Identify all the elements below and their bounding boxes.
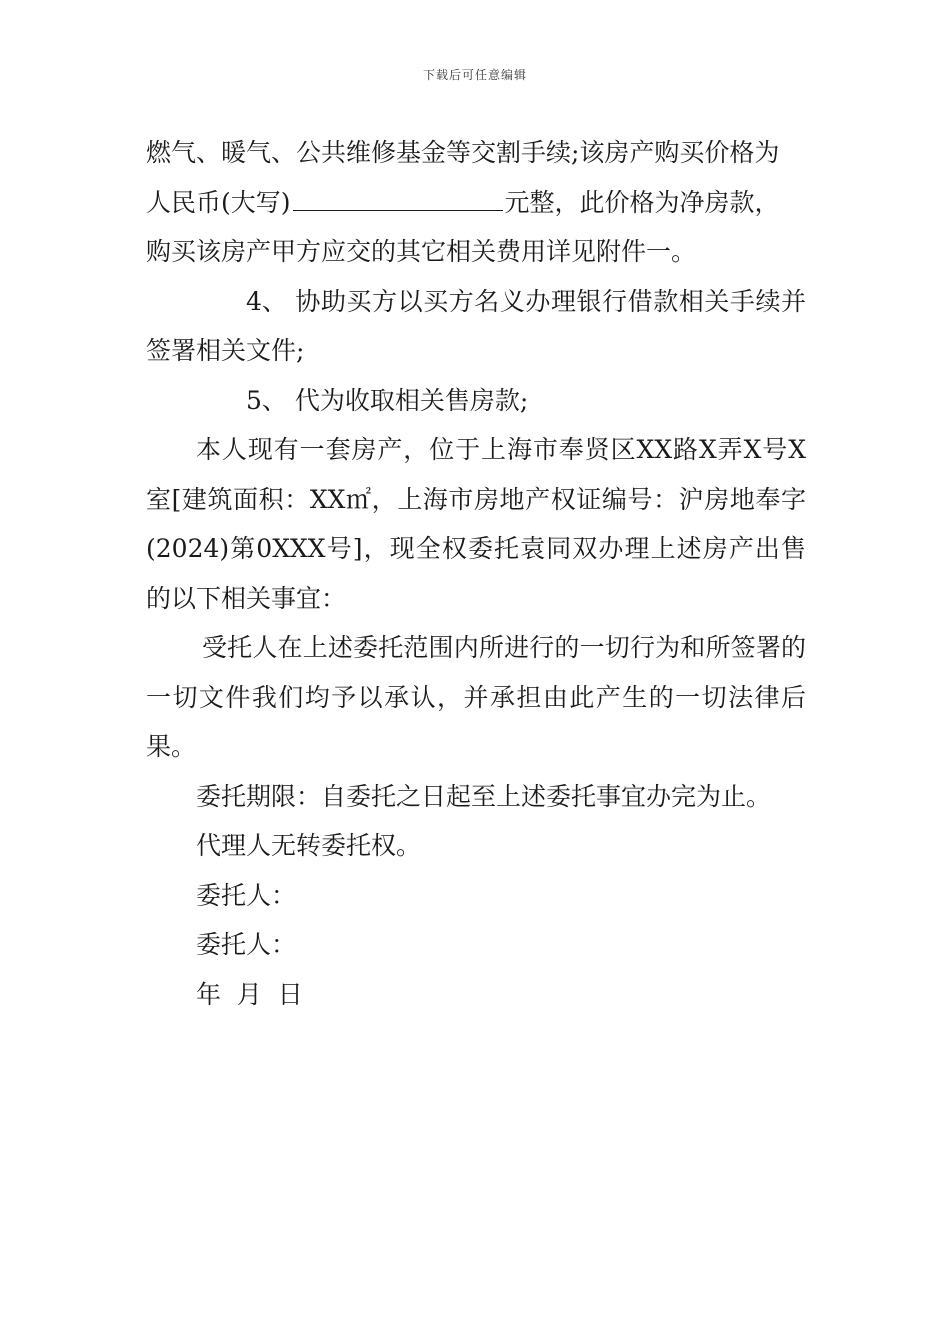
date-line: 年 月 日	[196, 979, 303, 1009]
acknowledge-paragraph: 受托人在上述委托范围内所进行的一切行为和所签署的一切文件我们均予以承认，并承担由此产生的一切法律后果。	[146, 633, 806, 761]
principal-signature-1: 委托人：	[196, 880, 297, 910]
principal-signature-2: 委托人：	[196, 930, 297, 959]
price-line-1: 燃气、暖气、公共维修基金等交割手续;该房产购买价格为	[146, 138, 780, 167]
price-line-2-suffix: 元整，此价格为净房款，	[504, 187, 780, 217]
document-body	[146, 128, 806, 1019]
item-5-paragraph	[146, 376, 806, 426]
price-blank-field	[293, 188, 503, 211]
term-paragraph: 委托期限：自委托之日起至上述委托事宜办完为止。	[196, 781, 772, 811]
no-sub-delegation-paragraph: 代理人无转委托权。	[196, 831, 422, 860]
item-5-number: 5、	[246, 385, 287, 415]
item-4-text: 协助买方以买方名义办理银行借款相关手续并签署相关文件;	[146, 286, 806, 365]
property-paragraph: 本人现有一套房产，位于上海市奉贤区XX路X弄X号X室[建筑面积：XX㎡，上海市房地产权证编号：沪房地奉字(2024)第0XXX号]，现全权委托袁同双办理上述房产出售的以下相关事宜：	[146, 435, 806, 613]
item-4-number: 4、	[246, 286, 287, 316]
price-line-2-prefix: 人民币(大写)	[146, 187, 291, 217]
item-5-text: 代为收取相关售房款;	[286, 385, 529, 415]
price-line-3: 购买该房产甲方应交的其它相关费用详见附件一。	[146, 237, 697, 266]
item-4-paragraph	[146, 277, 806, 376]
price-paragraph	[146, 128, 806, 277]
page-header: 下载后可任意编辑	[422, 68, 527, 82]
